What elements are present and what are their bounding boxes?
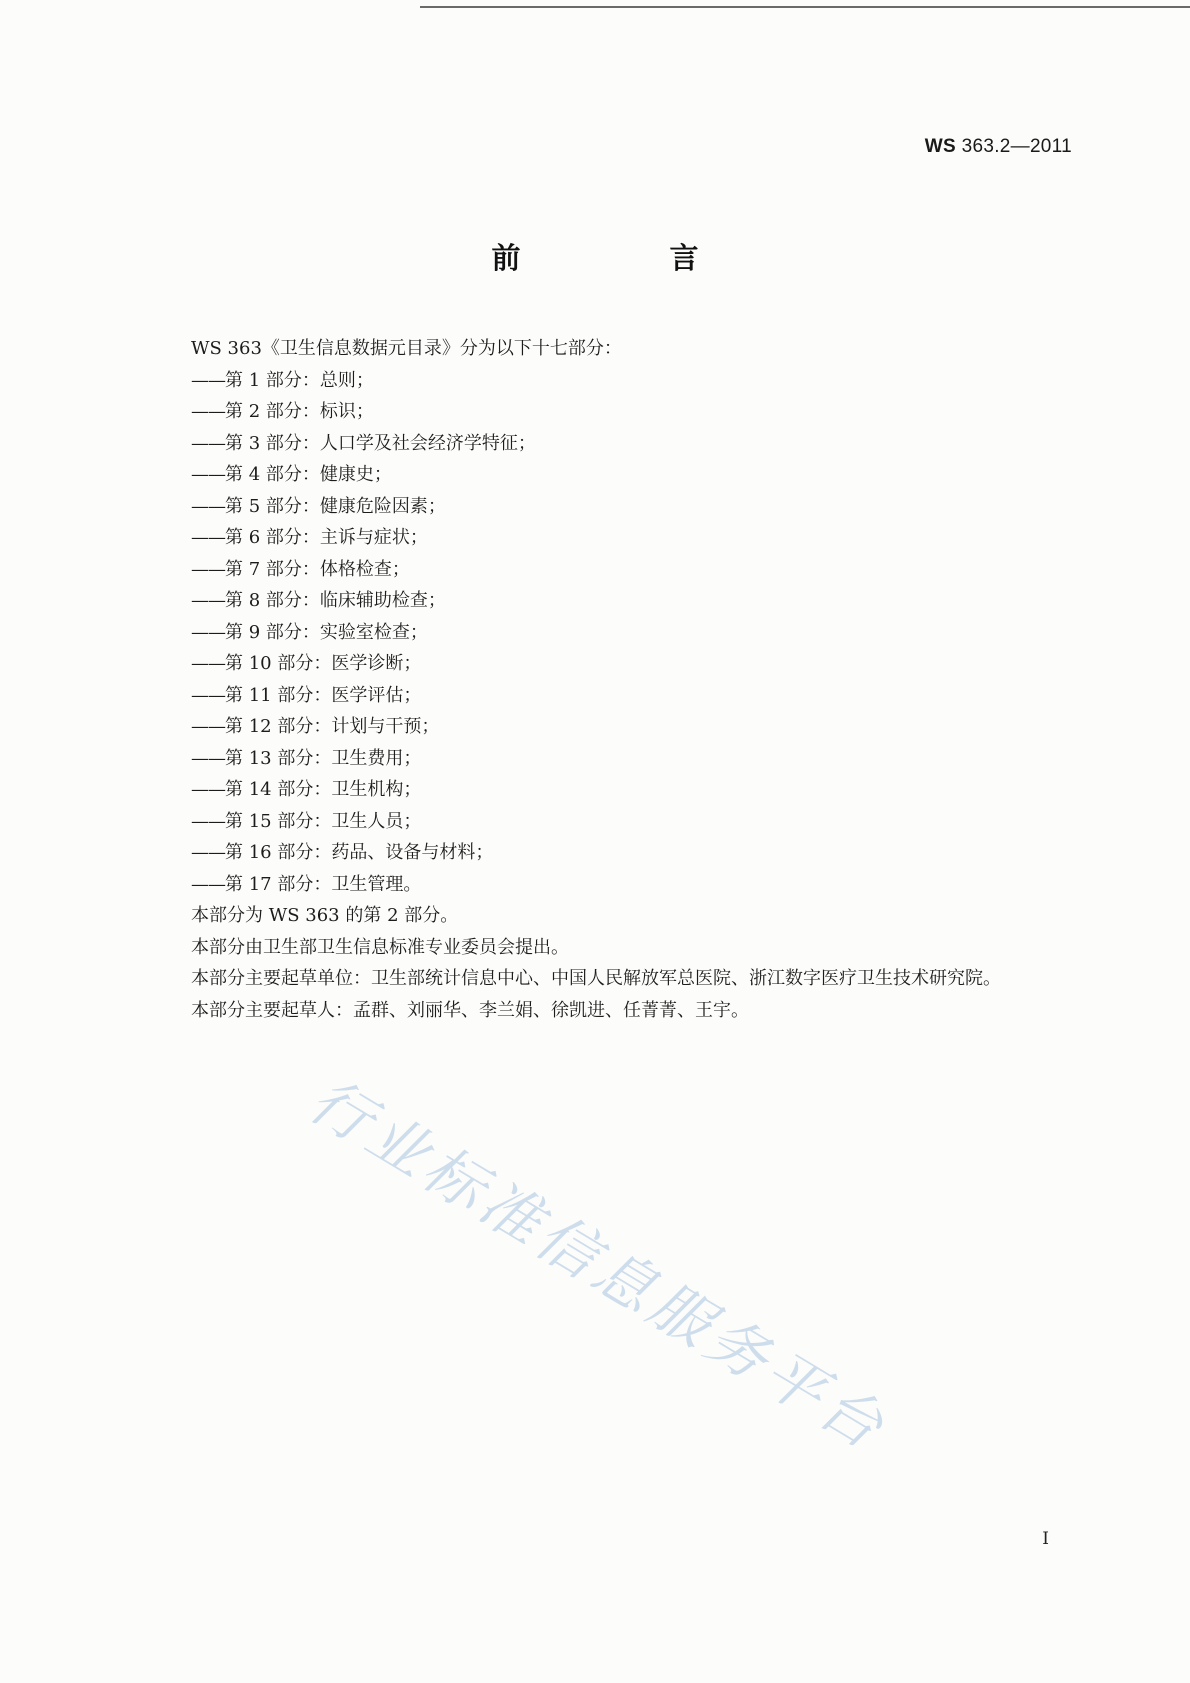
list-item [151, 648, 1077, 680]
parts-list [151, 365, 1077, 901]
top-border-line [420, 6, 1190, 8]
list-item [151, 585, 1077, 617]
list-dash: —— [191, 873, 225, 895]
list-item-text: 第 9 部分：实验室检查； [225, 621, 428, 643]
list-dash: —— [191, 369, 225, 391]
list-dash: —— [191, 432, 225, 454]
page-number: I [1042, 1529, 1049, 1549]
list-dash: —— [191, 779, 225, 800]
foreword-body [151, 333, 1077, 1026]
list-item-text: 第 13 部分：卫生费用； [225, 747, 422, 769]
list-dash: —— [191, 842, 225, 863]
list-item-text: 第 8 部分：临床辅助检查； [225, 590, 446, 611]
list-item [151, 774, 1077, 806]
drafters-statement: 本部分主要起草人：孟群、刘丽华、李兰娟、徐凯进、任菁菁、王宇。 [191, 999, 749, 1021]
intro-paragraph: WS 363《卫生信息数据元目录》分为以下十七部分： [191, 338, 622, 359]
list-dash: —— [191, 590, 225, 611]
watermark: 行业标准信息服务平台 [297, 1065, 900, 1466]
list-item [151, 837, 1077, 869]
standard-number: 363.2—2011 [961, 136, 1072, 157]
list-item-text: 第 15 部分：卫生人员； [225, 810, 422, 832]
list-dash: —— [191, 747, 225, 769]
list-dash: —— [191, 558, 225, 580]
list-item-text: 第 12 部分：计划与干预； [225, 716, 440, 737]
list-item-text: 第 3 部分：人口学及社会经济学特征； [225, 432, 536, 454]
list-item-text: 第 17 部分：卫生管理。 [225, 873, 422, 895]
list-dash: —— [191, 716, 225, 737]
list-item [151, 522, 1077, 554]
list-item-text: 第 5 部分：健康危险因素； [225, 495, 446, 517]
list-item [151, 491, 1077, 523]
list-item [151, 869, 1077, 901]
standard-code [925, 136, 1072, 158]
list-dash: —— [191, 684, 225, 706]
list-item-text: 第 1 部分：总则； [225, 369, 374, 391]
page-title: 前 言 [491, 241, 759, 275]
list-dash: —— [191, 527, 225, 548]
drafting-units-statement: 本部分主要起草单位：卫生部统计信息中心、中国人民解放军总医院、浙江数字医疗卫生技术研究院。 [191, 968, 1001, 989]
list-item-text: 第 7 部分：体格检查； [225, 558, 410, 580]
list-item-text: 第 10 部分：医学诊断； [225, 653, 422, 674]
list-item-text: 第 6 部分：主诉与症状； [225, 527, 428, 548]
list-dash: —— [191, 653, 225, 674]
list-dash: —— [191, 495, 225, 517]
list-item-text: 第 11 部分：医学评估； [225, 684, 422, 706]
list-item [151, 428, 1077, 460]
list-item [151, 396, 1077, 428]
list-item-text: 第 2 部分：标识； [225, 401, 374, 422]
list-dash: —— [191, 810, 225, 832]
list-item-text: 第 4 部分：健康史； [225, 464, 392, 485]
list-dash: —— [191, 464, 225, 485]
list-item [151, 617, 1077, 649]
list-item [151, 554, 1077, 586]
proposed-by-statement: 本部分由卫生部卫生信息标准专业委员会提出。 [191, 936, 569, 958]
list-item [151, 365, 1077, 397]
list-dash: —— [191, 401, 225, 422]
part-of-statement: 本部分为 WS 363 的第 2 部分。 [191, 905, 459, 926]
standard-prefix: WS [924, 136, 956, 157]
list-item-text: 第 14 部分：卫生机构； [225, 779, 422, 800]
list-item [151, 459, 1077, 491]
list-item [151, 680, 1077, 712]
list-item [151, 711, 1077, 743]
list-dash: —— [191, 621, 225, 643]
list-item [151, 743, 1077, 775]
list-item-text: 第 16 部分：药品、设备与材料； [225, 842, 494, 863]
list-item [151, 806, 1077, 838]
